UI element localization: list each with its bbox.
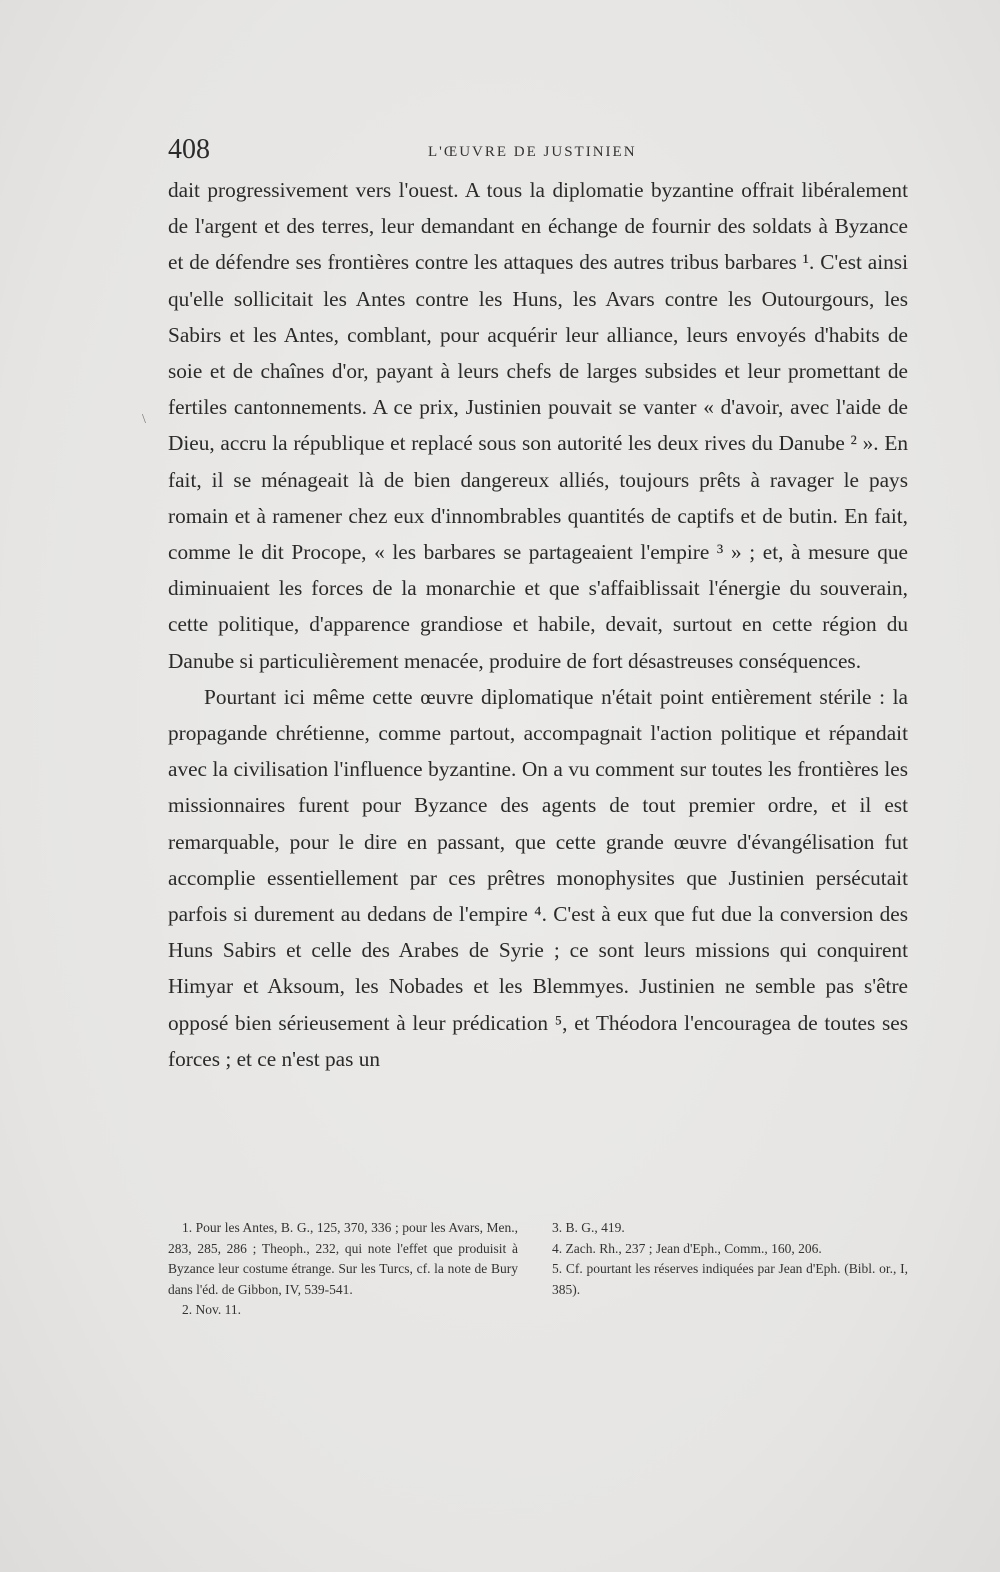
footnote-2: 2. Nov. 11.	[182, 1302, 241, 1317]
paragraph-1: dait progressivement vers l'ouest. A tous la diplomatie byzantine offrait libéralement de l'argent et des terres, leur demandant en échange de fournir des soldats à Byzance et de défendre ses frontières contre les attaques des autres tribus barbares ¹. C'est ainsi qu'elle sollicitait les Antes contre les Huns, les Avars contre les Outourgours, les Sabirs et les Antes, comblant, pour acquérir leur alliance, leurs envoyés d'habits de soie et de chaînes d'or, payant à leurs chefs de larges subsides et leur promettant de fertiles cantonnements. A ce prix, Justinien pouvait se vanter « d'avoir, avec l'aide de Dieu, accru la république et replacé sous son autorité les deux rives du Danube ² ». En fait, il se ménageait là de bien dangereux alliés, toujours prêts à ravager le pays romain et à ramener chez eux d'innombrables quantités de captifs et de butin. En fait, comme le dit Procope, « les barbares se partageaient l'empire ³ » ; et, à mesure que diminuaient les forces de la monarchie et que s'affaiblissait l'énergie du souverain, cette politique, d'apparence grandiose et habile, devait, surtout en cette région du Danube si particulièrement menacée, produire de fort désastreuses conséquences.	[168, 178, 908, 673]
footnotes-left-column	[168, 1218, 518, 1321]
body-text	[168, 172, 908, 1077]
running-head	[168, 134, 908, 174]
footnotes-right-column	[552, 1218, 908, 1300]
paragraph-2: Pourtant ici même cette œuvre diplomatique n'était point entièrement stérile : la propagande chrétienne, comme partout, accompagnait l'action politique et répandait avec la civilisation l'influence byzantine. On a vu comment sur toutes les frontières les missionnaires furent pour Byzance des agents de tout premier ordre, et il est remarquable, pour le dire en passant, que cette grande œuvre d'évangélisation fut accomplie essentiellement par ces prêtres monophysites que Justinien persécutait parfois si durement au dedans de l'empire ⁴. C'est à eux que fut due la conversion des Huns Sabirs et celle des Arabes de Syrie ; ce sont leurs missions qui conquirent Himyar et Aksoum, les Nobades et les Blemmyes. Justinien ne semble pas s'être opposé bien sérieusement à leur prédication ⁵, et Théodora l'encouragea de toutes ses forces ; et ce n'est pas un	[168, 684, 908, 1071]
footnote-1: 1. Pour les Antes, B. G., 125, 370, 336 ; pour les Avars, Men., 283, 285, 286 ; Theoph., 232, qui note l'effet que produisit à Byzance leur costume étrange. Sur les Turcs, cf. la note de Bury dans l'éd. de Gibbon, IV, 539-541.	[168, 1220, 518, 1297]
footnote-5: 5. Cf. pourtant les réserves indiquées par Jean d'Eph. (Bibl. or., I, 385).	[552, 1261, 908, 1297]
page-number: 408	[168, 134, 210, 165]
footnote-3: 3. B. G., 419.	[552, 1220, 625, 1235]
margin-mark: \	[142, 412, 146, 427]
footnote-4: 4. Zach. Rh., 237 ; Jean d'Eph., Comm., 160, 206.	[552, 1240, 822, 1256]
running-title: L'ŒUVRE DE JUSTINIEN	[428, 144, 637, 160]
